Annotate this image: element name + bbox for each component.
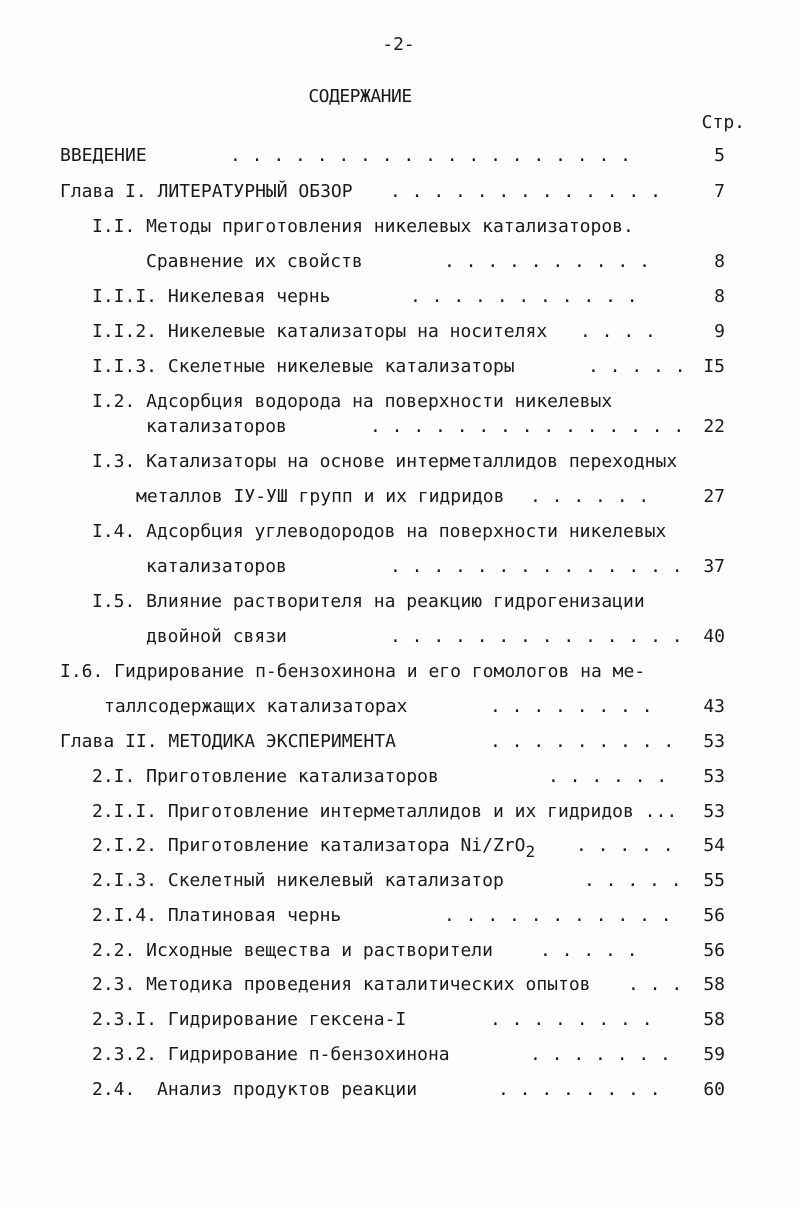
leader-dots: . . . . . . . . . . . <box>444 905 672 926</box>
toc-page-number: 9 <box>714 321 725 342</box>
toc-entry-text: I.5. Влияние растворителя на реакцию гидрогенизации <box>92 591 645 612</box>
leader-dots: . . . . . . . . . . . . . . . <box>370 416 685 437</box>
toc-entry-text: Глава II. МЕТОДИКА ЭКСПЕРИМЕНТА <box>60 731 396 752</box>
toc-entry-text: 2.I.4. Платиновая чернь <box>92 905 342 926</box>
toc-page-number: 22 <box>703 416 725 437</box>
toc-entry-text-continued: катализаторов <box>146 556 287 577</box>
leader-dots: . . . . . . <box>548 766 668 787</box>
leader-dots: . . . . . . . . <box>490 1009 653 1030</box>
toc-page-number: 8 <box>714 251 725 272</box>
toc-page-number: 40 <box>703 626 725 647</box>
toc-entry-text: 2.3. Методика проведения каталитических опытов <box>92 974 591 995</box>
leader-dots: . . . . . . . . . <box>490 731 675 752</box>
toc-entry-text: I.I.3. Скелетные никелевые катализаторы <box>92 356 515 377</box>
page-number: -2- <box>382 34 415 55</box>
leader-dots: . . . <box>628 974 683 995</box>
leader-dots: . . . . . <box>576 835 674 856</box>
toc-entry-text: 2.I. Приготовление катализаторов <box>92 766 439 787</box>
toc-entry-text: I.I.2. Никелевые катализаторы на носителях <box>92 321 548 342</box>
toc-entry-text-continued: металлов IУ-УШ групп и их гидридов <box>136 486 505 507</box>
leader-dots: . . . . . <box>584 870 682 891</box>
toc-page-number: 5 <box>714 145 725 166</box>
toc-entry-text-continued: таллсодержащих катализаторах <box>104 696 408 717</box>
toc-entry-text-continued: катализаторов <box>146 416 287 437</box>
toc-page-number: 56 <box>703 905 725 926</box>
leader-dots: . . . . <box>580 321 656 342</box>
toc-page-number: 8 <box>714 286 725 307</box>
leader-dots: . . . . . . . . . . . . . . . . . . . <box>230 145 631 166</box>
leader-dots: . . . . . . <box>530 486 650 507</box>
toc-page-number: 59 <box>703 1044 725 1065</box>
leader-dots: . . . . . . . . . . . <box>410 286 638 307</box>
toc-page-number: 58 <box>703 1009 725 1030</box>
leader-dots: . . . . . <box>588 356 686 377</box>
toc-entry-text: 2.3.2. Гидрирование п-бензохинона <box>92 1044 450 1065</box>
leader-dots: . . . . . <box>540 940 638 961</box>
toc-entry-text-continued: Сравнение их свойств <box>146 251 363 272</box>
toc-page-number: 53 <box>703 731 725 752</box>
toc-entry-text: I.I. Методы приготовления никелевых катализаторов. <box>92 216 634 237</box>
toc-page-number: 53 <box>703 766 725 787</box>
page-title: СОДЕРЖАНИЕ <box>308 86 412 107</box>
toc-entry-text-continued: двойной связи <box>146 626 287 647</box>
toc-entry-text: I.2. Адсорбция водорода на поверхности никелевых <box>92 391 613 412</box>
leader-dots: . . . . . . . . . . <box>444 251 650 272</box>
toc-entry-text: 2.4. Анализ продуктов реакции <box>92 1079 418 1100</box>
toc-entry-text: 2.2. Исходные вещества и растворители <box>92 940 493 961</box>
toc-entry-text: I.I.I. Никелевая чернь <box>92 286 331 307</box>
toc-page-number: 55 <box>703 870 725 891</box>
toc-entry-text: I.3. Катализаторы на основе интерметаллидов переходных <box>92 451 678 472</box>
leader-dots: . . . . . . . . . . . . . <box>390 181 661 202</box>
toc-entry-text: I.4. Адсорбция углеводородов на поверхности никелевых <box>92 521 667 542</box>
page-column-label: Стр. <box>701 112 745 133</box>
leader-dots: . . . . . . . . . . . . . . <box>390 556 683 577</box>
leader-dots: . . . . . . . . <box>490 696 653 717</box>
toc-page-number: 54 <box>703 835 725 856</box>
toc-page-number: 7 <box>714 181 725 202</box>
toc-entry-text: ВВЕДЕНИЕ <box>60 145 147 166</box>
toc-entry-text <box>92 835 536 861</box>
leader-dots: . . . . . . . . . . . . . . <box>390 626 683 647</box>
toc-entry-text: 2.I.3. Скелетный никелевый катализатор <box>92 870 504 891</box>
toc-page-number: 37 <box>703 556 725 577</box>
toc-page-number: 56 <box>703 940 725 961</box>
toc-page-number: 43 <box>703 696 725 717</box>
toc-page-number: 58 <box>703 974 725 995</box>
leader-dots: . . . . . . . <box>530 1044 671 1065</box>
toc-entry-text: I.6. Гидрирование п-бензохинона и его гомологов на ме- <box>60 661 646 682</box>
toc-page-number: 53 <box>703 801 725 822</box>
toc-entry-text: 2.I.I. Приготовление интерметаллидов и их гидридов ... <box>92 801 678 822</box>
toc-page-number: 60 <box>703 1079 725 1100</box>
toc-entry-text-main: 2.I.2. Приготовление катализатора Ni/ZrO <box>92 835 526 856</box>
toc-entry-text: Глава I. ЛИТЕРАТУРНЫЙ ОБЗОР <box>60 181 353 202</box>
toc-entry-text: 2.3.I. Гидрирование гексена-I <box>92 1009 407 1030</box>
toc-page-number: I5 <box>703 356 725 377</box>
leader-dots: . . . . . . . . <box>498 1079 661 1100</box>
toc-page-number: 27 <box>703 486 725 507</box>
subscript-2: 2 <box>525 842 536 861</box>
